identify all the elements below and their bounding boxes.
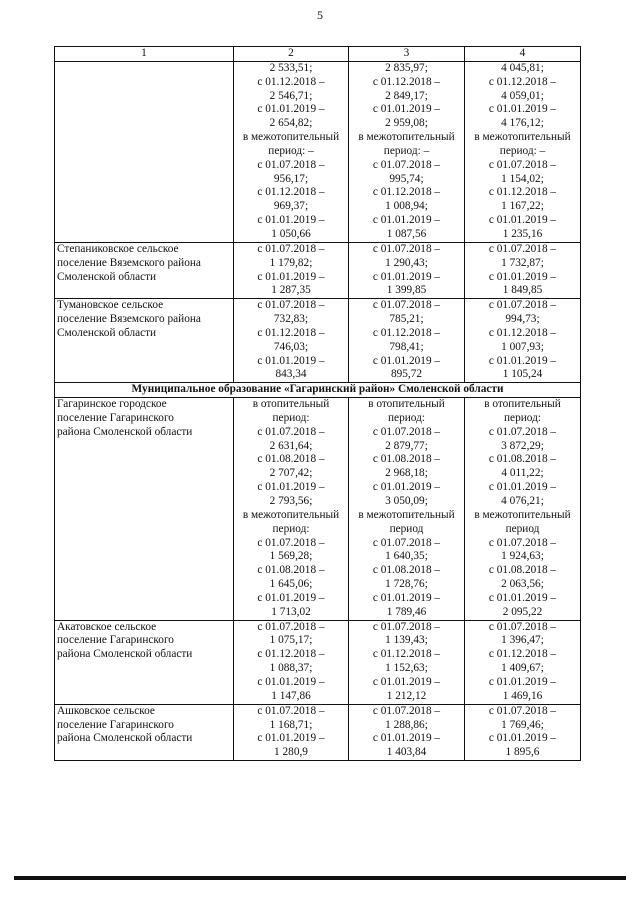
tariff-col-3-cell bbox=[349, 61, 465, 242]
cell-line: 1 179,82; bbox=[269, 256, 313, 269]
cell-line: 1 645,06; bbox=[269, 578, 313, 591]
cell-line: в межотопительный bbox=[474, 131, 571, 144]
cell-line: 2 835,97; bbox=[385, 61, 428, 74]
tariff-col-3-cell bbox=[349, 704, 465, 760]
page-number: 5 bbox=[317, 8, 323, 22]
cell-line: в отопительный bbox=[252, 398, 330, 411]
cell-line: 2 959,08; bbox=[385, 117, 428, 130]
cell-line: Гагаринское городское bbox=[57, 398, 167, 411]
cell-line: 843,34 bbox=[275, 368, 307, 381]
cell-line: 994,73; bbox=[505, 313, 540, 326]
table-row bbox=[55, 242, 581, 298]
table-row bbox=[55, 704, 581, 760]
cell-line: 995,74; bbox=[389, 172, 424, 185]
cell-line: 798,41; bbox=[389, 340, 424, 353]
header-col-4: 4 bbox=[465, 47, 581, 62]
cell-line: 1 732,87; bbox=[501, 256, 544, 269]
header-row bbox=[55, 47, 581, 62]
cell-line: с 01.07.2018 – bbox=[372, 704, 441, 717]
tariff-col-2-cell bbox=[234, 704, 349, 760]
settlement-name-cell bbox=[55, 704, 234, 760]
cell-line: с 01.07.2018 – bbox=[488, 158, 557, 171]
cell-line: с 01.07.2018 – bbox=[372, 242, 441, 255]
cell-line: с 01.07.2018 – bbox=[488, 299, 557, 312]
cell-line: с 01.12.2018 – bbox=[372, 648, 441, 661]
cell-line: 785,21; bbox=[389, 313, 424, 326]
cell-line: 1 050,66 bbox=[271, 227, 311, 240]
cell-line: 1 075,17; bbox=[269, 634, 313, 647]
cell-line: 1 147,86 bbox=[271, 689, 311, 702]
tariff-col-4-cell bbox=[465, 242, 581, 298]
cell-line: с 01.07.2018 – bbox=[257, 536, 325, 549]
cell-line: 1 290,43; bbox=[385, 256, 428, 269]
cell-line: 732,83; bbox=[273, 313, 309, 326]
cell-line: 2 654,82; bbox=[269, 117, 313, 130]
cell-line: с 01.01.2019 – bbox=[257, 675, 325, 688]
cell-line: с 01.07.2018 – bbox=[372, 158, 441, 171]
cell-line: с 01.01.2019 – bbox=[257, 481, 325, 494]
tariff-table bbox=[54, 46, 581, 761]
cell-line: 956,17; bbox=[273, 172, 309, 185]
cell-line: 1 924,63; bbox=[501, 550, 544, 563]
bottom-rule bbox=[14, 876, 626, 880]
cell-line: с 01.07.2018 – bbox=[488, 704, 557, 717]
cell-line: с 01.08.2018 – bbox=[257, 564, 325, 577]
cell-line: 1 895,6 bbox=[505, 746, 540, 759]
cell-line: с 01.08.2018 – bbox=[488, 564, 557, 577]
table-row bbox=[55, 398, 581, 621]
cell-line: района Смоленской области bbox=[57, 425, 193, 438]
settlement-name-cell bbox=[55, 242, 234, 298]
cell-line: поселение Вяземского района bbox=[57, 256, 201, 269]
cell-line: 1 008,94; bbox=[385, 200, 428, 213]
cell-line: с 01.07.2018 – bbox=[257, 158, 325, 171]
cell-line: 1 280,9 bbox=[274, 746, 308, 759]
cell-line: 1 769,46; bbox=[501, 718, 544, 731]
tariff-col-3-cell bbox=[349, 620, 465, 704]
cell-line: 2 968,18; bbox=[385, 467, 428, 480]
cell-line: с 01.07.2018 – bbox=[257, 242, 325, 255]
cell-line: 2 879,77; bbox=[385, 439, 428, 452]
header-col-2: 2 bbox=[234, 47, 349, 62]
tariff-col-2-cell bbox=[234, 398, 349, 621]
tariff-col-2-cell bbox=[234, 299, 349, 383]
cell-line: с 01.07.2018 – bbox=[257, 425, 325, 438]
cell-line: с 01.01.2019 – bbox=[257, 732, 325, 745]
cell-line: с 01.01.2019 – bbox=[257, 214, 325, 227]
tariff-col-2-cell bbox=[234, 242, 349, 298]
cell-line: 895,72 bbox=[390, 368, 423, 381]
cell-line: 2 631,64; bbox=[269, 439, 313, 452]
section-title: Муниципальное образование «Гагаринский район» Смоленской области bbox=[55, 383, 581, 398]
cell-line: с 01.01.2019 – bbox=[257, 103, 325, 116]
cell-line: с 01.01.2019 – bbox=[257, 591, 325, 604]
cell-line: 1 105,24 bbox=[502, 368, 543, 381]
cell-line: Акатовское сельское bbox=[57, 620, 157, 633]
cell-line: с 01.07.2018 – bbox=[372, 536, 441, 549]
cell-line: период: bbox=[272, 522, 310, 535]
cell-line: с 01.12.2018 – bbox=[488, 648, 557, 661]
header-col-1: 1 bbox=[55, 47, 234, 62]
tariff-col-4-cell bbox=[465, 61, 581, 242]
tariff-col-2-cell bbox=[234, 620, 349, 704]
cell-line: с 01.01.2019 – bbox=[488, 354, 557, 367]
cell-line: с 01.01.2019 – bbox=[488, 675, 557, 688]
cell-line: с 01.08.2018 – bbox=[372, 453, 441, 466]
cell-line: с 01.12.2018 – bbox=[257, 648, 325, 661]
cell-line: 1 154,02; bbox=[501, 172, 544, 185]
cell-line: с 01.01.2019 – bbox=[372, 481, 441, 494]
cell-line: 2 793,56; bbox=[269, 495, 313, 507]
cell-line: 1 469,16 bbox=[502, 689, 543, 702]
cell-line: период bbox=[389, 522, 424, 535]
cell-line: 1 789,46 bbox=[386, 605, 427, 618]
cell-line: с 01.01.2019 – bbox=[372, 591, 441, 604]
cell-line: 1 713,02 bbox=[271, 605, 311, 618]
table-row bbox=[55, 299, 581, 383]
cell-line: 1 569,28; bbox=[269, 550, 313, 563]
cell-line: с 01.01.2019 – bbox=[372, 354, 441, 367]
cell-line: в межотопительный bbox=[474, 508, 571, 521]
tariff-col-2-cell bbox=[234, 61, 349, 242]
cell-line: 1 139,43; bbox=[385, 634, 428, 647]
cell-line: в межотопительный bbox=[242, 508, 340, 521]
cell-line: 1 403,84 bbox=[386, 746, 427, 759]
cell-line: 4 176,12; bbox=[501, 117, 544, 130]
cell-line: с 01.08.2018 – bbox=[372, 564, 441, 577]
cell-line: 1 087,56 bbox=[386, 227, 427, 240]
cell-line: с 01.12.2018 – bbox=[372, 186, 441, 199]
settlement-name-cell bbox=[55, 299, 234, 383]
cell-line: с 01.07.2018 – bbox=[488, 536, 557, 549]
cell-line: с 01.12.2018 – bbox=[488, 75, 557, 88]
cell-line: с 01.01.2019 – bbox=[257, 270, 325, 283]
cell-line: 746,03; bbox=[273, 340, 309, 353]
tariff-col-4-cell bbox=[465, 398, 581, 621]
cell-line: поселение Вяземского района bbox=[57, 313, 201, 326]
cell-line: 1 640,35; bbox=[385, 550, 428, 563]
tariff-col-3-cell bbox=[349, 242, 465, 298]
cell-line: 1 399,85 bbox=[386, 284, 427, 297]
cell-line: поселение Гагаринского bbox=[57, 634, 174, 647]
cell-line: с 01.08.2018 – bbox=[257, 453, 325, 466]
table-row bbox=[55, 620, 581, 704]
cell-line: с 01.07.2018 – bbox=[488, 242, 557, 255]
cell-line: Смоленской области bbox=[57, 326, 157, 339]
cell-line: 1 288,86; bbox=[385, 718, 428, 731]
cell-line: 1 168,71; bbox=[269, 718, 313, 731]
cell-line: 2 533,51; bbox=[269, 61, 313, 74]
cell-line: с 01.12.2018 – bbox=[257, 326, 325, 339]
cell-line: с 01.01.2019 – bbox=[372, 214, 441, 227]
cell-line: 4 011,22; bbox=[501, 467, 544, 480]
cell-line: 2 707,42; bbox=[269, 467, 313, 480]
cell-line: с 01.12.2018 – bbox=[257, 186, 325, 199]
cell-line: 1 152,63; bbox=[385, 662, 428, 675]
cell-line: с 01.12.2018 – bbox=[372, 326, 441, 339]
cell-line: с 01.12.2018 – bbox=[372, 75, 441, 88]
cell-line: 2 849,17; bbox=[385, 89, 428, 102]
cell-line: с 01.12.2018 – bbox=[257, 75, 325, 88]
cell-line: 1 212,12 bbox=[386, 689, 427, 702]
cell-line: поселение Гагаринского bbox=[57, 718, 174, 731]
cell-line: с 01.01.2019 – bbox=[372, 103, 441, 116]
cell-line: с 01.12.2018 – bbox=[488, 186, 557, 199]
cell-line: 1 728,76; bbox=[385, 578, 428, 591]
cell-line: 1 235,16 bbox=[502, 227, 543, 240]
cell-line: 2 095,22 bbox=[502, 605, 543, 618]
settlement-name-cell bbox=[55, 398, 234, 621]
cell-line: 1 396,47; bbox=[501, 634, 544, 647]
cell-line: период: – bbox=[499, 144, 546, 157]
cell-line: период: bbox=[272, 411, 310, 424]
cell-line: 1 167,22; bbox=[501, 200, 544, 213]
section-row bbox=[55, 383, 581, 398]
header-col-3: 3 bbox=[349, 47, 465, 62]
tariff-col-3-cell bbox=[349, 398, 465, 621]
cell-line: поселение Гагаринского bbox=[57, 411, 174, 424]
cell-line: 1 088,37; bbox=[269, 662, 313, 675]
cell-line: с 01.01.2019 – bbox=[488, 481, 557, 494]
settlement-name-cell bbox=[55, 61, 234, 242]
cell-line: Смоленской области bbox=[57, 270, 157, 283]
cell-line: 3 872,29; bbox=[501, 439, 544, 452]
cell-line: 4 076,21; bbox=[501, 495, 544, 507]
cell-line: с 01.01.2019 – bbox=[257, 354, 325, 367]
cell-line: 2 546,71; bbox=[269, 89, 313, 102]
cell-line: в отопительный bbox=[484, 398, 561, 411]
cell-line: 4 059,01; bbox=[501, 89, 544, 102]
cell-line: период: – bbox=[383, 144, 430, 157]
cell-line: с 01.01.2019 – bbox=[488, 591, 557, 604]
cell-line: 1 849,85 bbox=[502, 284, 543, 297]
cell-line: период: bbox=[388, 411, 425, 424]
cell-line: в отопительный bbox=[368, 398, 445, 411]
tariff-col-4-cell bbox=[465, 299, 581, 383]
cell-line: 2 063,56; bbox=[501, 578, 544, 591]
tariff-col-4-cell bbox=[465, 704, 581, 760]
cell-line: с 01.08.2018 – bbox=[488, 453, 557, 466]
cell-line: с 01.12.2018 – bbox=[488, 326, 557, 339]
cell-line: с 01.07.2018 – bbox=[257, 704, 325, 717]
cell-line: с 01.07.2018 – bbox=[372, 299, 441, 312]
cell-line: с 01.07.2018 – bbox=[372, 425, 441, 438]
cell-line: с 01.01.2019 – bbox=[372, 732, 441, 745]
cell-line: с 01.07.2018 – bbox=[257, 620, 325, 633]
cell-line: период: bbox=[504, 411, 541, 424]
table-body bbox=[55, 61, 581, 760]
cell-line: в межотопительный bbox=[358, 131, 455, 144]
cell-line: 4 045,81; bbox=[501, 61, 544, 74]
cell-line: с 01.01.2019 – bbox=[488, 270, 557, 283]
cell-line: в межотопительный bbox=[358, 508, 455, 521]
cell-line: 1 287,35 bbox=[271, 284, 311, 297]
cell-line: района Смоленской области bbox=[57, 648, 193, 661]
cell-line: с 01.01.2019 – bbox=[488, 732, 557, 745]
settlement-name-cell bbox=[55, 620, 234, 704]
cell-line: в межотопительный bbox=[242, 131, 340, 144]
cell-line: с 01.07.2018 – bbox=[257, 299, 325, 312]
cell-line: с 01.01.2019 – bbox=[488, 214, 557, 227]
cell-line: 969,37; bbox=[273, 200, 309, 213]
tariff-col-4-cell bbox=[465, 620, 581, 704]
cell-line: Тумановское сельское bbox=[57, 299, 164, 312]
cell-line: с 01.07.2018 – bbox=[372, 620, 441, 633]
cell-line: с 01.01.2019 – bbox=[372, 270, 441, 283]
cell-line: период bbox=[505, 522, 540, 535]
cell-line: Степаниковское сельское bbox=[57, 242, 179, 255]
cell-line: период: – bbox=[268, 144, 314, 157]
cell-line: района Смоленской области bbox=[57, 732, 193, 745]
cell-line: 1 007,93; bbox=[501, 340, 544, 353]
cell-line: с 01.01.2019 – bbox=[372, 675, 441, 688]
cell-line: с 01.07.2018 – bbox=[488, 620, 557, 633]
cell-line: 3 050,09; bbox=[385, 495, 428, 507]
cell-line: с 01.01.2019 – bbox=[488, 103, 557, 116]
table-row bbox=[55, 61, 581, 242]
cell-line: Ашковское сельское bbox=[57, 704, 155, 717]
cell-line: с 01.07.2018 – bbox=[488, 425, 557, 438]
cell-line: 1 409,67; bbox=[501, 662, 544, 675]
tariff-col-3-cell bbox=[349, 299, 465, 383]
